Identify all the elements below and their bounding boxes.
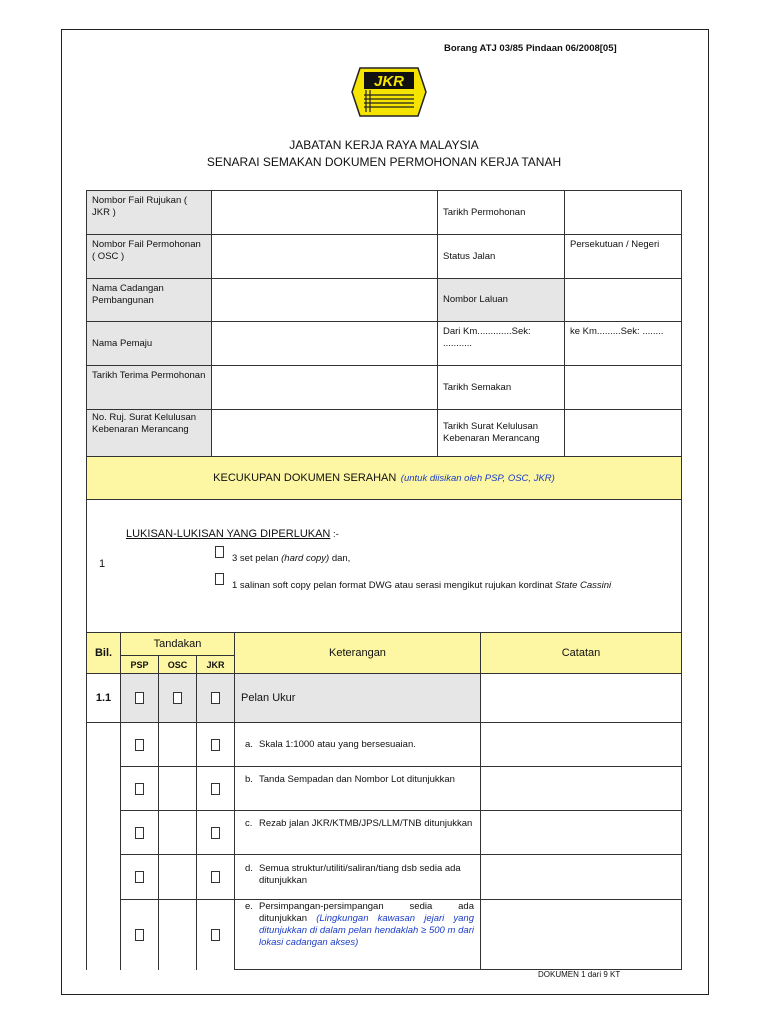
input-nombor-laluan[interactable] <box>564 278 682 322</box>
cell-osc-e <box>158 899 197 970</box>
label-nombor-laluan: Nombor Laluan <box>437 278 565 322</box>
cell-osc-b <box>158 766 197 811</box>
label-nama-pemaju: Nama Pemaju <box>86 321 212 366</box>
item-a: a. Skala 1:1000 atau yang bersesuaian. <box>234 722 481 767</box>
header-tandakan: Tandakan <box>120 632 235 656</box>
checkbox-jkr-a[interactable] <box>196 722 235 767</box>
drawings-block <box>86 499 682 633</box>
option-soft-copy: 1 salinan soft copy pelan format DWG atau serasi mengikut rujukan kordinat State Cassini <box>232 580 612 591</box>
label-dari-km: Dari Km.............Sek: ........... <box>437 321 565 366</box>
input-tarikh-permohonan[interactable] <box>564 190 682 235</box>
drawings-heading-suffix: :- <box>330 529 339 540</box>
catatan-c[interactable] <box>480 810 682 855</box>
bil-sub-column <box>86 722 121 970</box>
drawings-number: 1 <box>99 558 106 570</box>
checkbox-psp-b[interactable] <box>120 766 159 811</box>
section-title: KECUKUPAN DOKUMEN SERAHAN <box>213 472 397 484</box>
row-bil-1-1: 1.1 <box>86 673 121 723</box>
cell-osc-a <box>158 722 197 767</box>
label-nombor-fail-osc: Nombor Fail Permohonan ( OSC ) <box>86 234 212 279</box>
item-d: d. Semua struktur/utiliti/saliran/tiang dsb sedia ada ditunjukkan <box>234 854 481 900</box>
checkbox-hard-copy[interactable] <box>215 545 224 563</box>
item-e-note: (Lingkungan kawasan jejari yang ditunjukkan di dalam pelan hendaklah ≥ 500 m dari lokasi cadangan akses) <box>259 913 474 948</box>
value-status-jalan: Persekutuan / Negeri <box>564 234 682 279</box>
input-nama-pemaju[interactable] <box>211 321 438 366</box>
jkr-logo <box>350 66 428 118</box>
header-keterangan: Keterangan <box>234 632 481 674</box>
item-b: b. Tanda Sempadan dan Nombor Lot ditunjukkan <box>234 766 481 811</box>
label-nama-cadangan: Nama Cadangan Pembangunan <box>86 278 212 322</box>
checkbox-psp-d[interactable] <box>120 854 159 900</box>
section-header <box>86 456 682 500</box>
input-tarikh-terima[interactable] <box>211 365 438 410</box>
checkbox-psp-e[interactable] <box>120 899 159 970</box>
checkbox-jkr-c[interactable] <box>196 810 235 855</box>
label-tarikh-surat-kelulusan: Tarikh Surat Kelulusan Kebenaran Merancang <box>437 409 565 457</box>
title-line-2: SENARAI SEMAKAN DOKUMEN PERMOHONAN KERJA TANAH <box>206 155 562 169</box>
catatan-e[interactable] <box>480 899 682 970</box>
header-psp: PSP <box>120 655 159 674</box>
cell-osc-d <box>158 854 197 900</box>
input-no-ruj-surat[interactable] <box>211 409 438 457</box>
label-nombor-fail-jkr: Nombor Fail Rujukan ( JKR ) <box>86 190 212 235</box>
input-tarikh-surat-kelulusan[interactable] <box>564 409 682 457</box>
input-nama-cadangan[interactable] <box>211 278 438 322</box>
catatan-d[interactable] <box>480 854 682 900</box>
drawings-heading: LUKISAN-LUKISAN YANG DIPERLUKAN <box>126 528 331 540</box>
header-jkr: JKR <box>196 655 235 674</box>
checkbox-jkr-d[interactable] <box>196 854 235 900</box>
checkbox-jkr-e[interactable] <box>196 899 235 970</box>
title-line-1: JABATAN KERJA RAYA MALAYSIA <box>289 138 479 152</box>
header-catatan: Catatan <box>480 632 682 674</box>
item-e: e. Persimpangan-persimpangan sedia ada ditunjukkan (Lingkungan kawasan jejari yang ditunjukkan di dalam pelan hendaklah ≥ 500 m dari lokasi cadangan akses) <box>234 899 481 970</box>
option-hard-copy: 3 set pelan (hard copy) dan, <box>232 553 351 564</box>
logo-text: JKR <box>373 73 405 90</box>
input-nombor-fail-osc[interactable] <box>211 234 438 279</box>
label-no-ruj-surat: No. Ruj. Surat Kelulusan Kebenaran Merancang <box>86 409 212 457</box>
checkbox-jkr-1-1[interactable] <box>196 673 235 723</box>
checkbox-psp-1-1[interactable] <box>120 673 159 723</box>
form-number: Borang ATJ 03/85 Pindaan 06/2008[05] <box>444 43 617 54</box>
input-nombor-fail-jkr[interactable] <box>211 190 438 235</box>
header-bil: Bil. <box>86 632 121 674</box>
header-osc: OSC <box>158 655 197 674</box>
checkbox-soft-copy[interactable] <box>215 572 224 590</box>
label-tarikh-semakan: Tarikh Semakan <box>437 365 565 410</box>
row-text-pelan-ukur: Pelan Ukur <box>234 673 481 723</box>
checkbox-osc-1-1[interactable] <box>158 673 197 723</box>
label-tarikh-permohonan: Tarikh Permohonan <box>437 190 565 235</box>
label-ke-km: ke Km.........Sek: ........ <box>564 321 682 366</box>
catatan-b[interactable] <box>480 766 682 811</box>
footer-page-number: DOKUMEN 1 dari 9 KT <box>538 970 621 979</box>
row-catatan-1-1[interactable] <box>480 673 682 723</box>
section-note: (untuk diisikan oleh PSP, OSC, JKR) <box>400 472 555 484</box>
cell-osc-c <box>158 810 197 855</box>
label-tarikh-terima: Tarikh Terima Permohonan <box>86 365 212 410</box>
checkbox-psp-a[interactable] <box>120 722 159 767</box>
drawings-heading-wrap <box>126 524 339 542</box>
label-status-jalan: Status Jalan <box>437 234 565 279</box>
input-tarikh-semakan[interactable] <box>564 365 682 410</box>
checkbox-psp-c[interactable] <box>120 810 159 855</box>
catatan-a[interactable] <box>480 722 682 767</box>
checkbox-jkr-b[interactable] <box>196 766 235 811</box>
item-c: c. Rezab jalan JKR/KTMB/JPS/LLM/TNB ditunjukkan <box>234 810 481 855</box>
